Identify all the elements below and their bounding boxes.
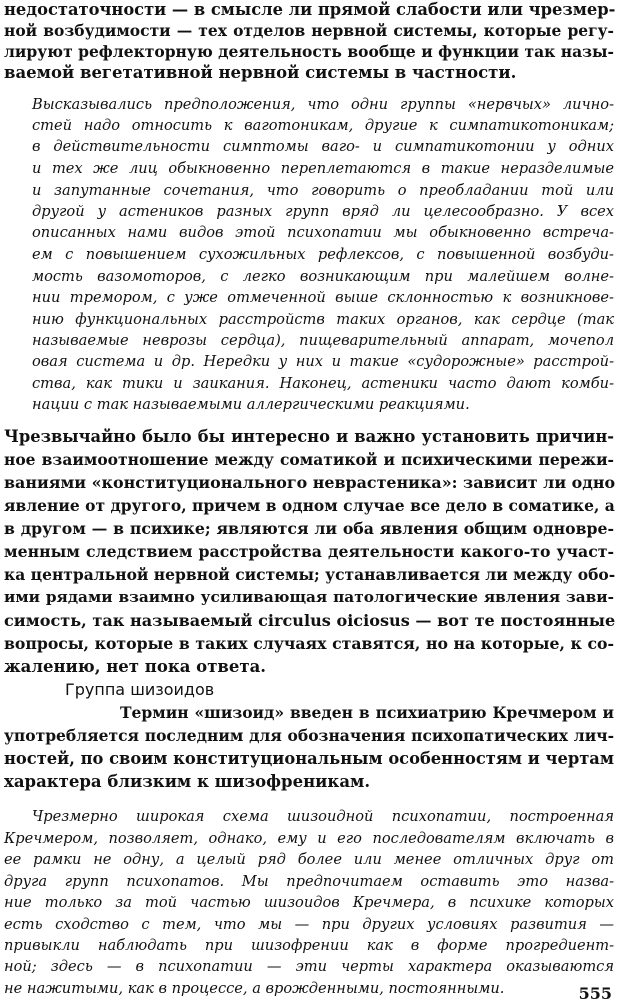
note-line: ние только за той частью шизоидов Кречмера, в психике которых xyxy=(4,894,614,911)
text-line: ваниями «конституционального неврастеника»: зависит ли одно xyxy=(4,473,616,492)
note-line: есть сходство с тем, что мы — при других условиях развития — xyxy=(4,916,614,933)
text-line: ностей, по своим конституциональным особенностям и чертам xyxy=(4,749,614,768)
text-line: ими рядами взаимно усиливающая патологические явления зави- xyxy=(4,588,614,606)
note-line: привыкли наблюдать при шизофрении как в форме прогредиент- xyxy=(4,937,614,954)
note-line: мость вазомоторов, с легко возникающим при малейшем волне- xyxy=(32,268,614,285)
text-line: ное взаимоотношение между соматикой и психическими пережи- xyxy=(4,450,614,469)
text-line: жалению, нет пока ответа. xyxy=(4,657,267,676)
note-line: Кречмером, позволяет, однако, ему и его последователям включать в xyxy=(4,830,614,847)
note-line: нации с так называемыми аллергическими реакциями. xyxy=(32,396,470,413)
note-line: и запутанные сочетания, что говорить о преобладании той или xyxy=(32,182,614,199)
note-line: другой у астеников разных групп вряд ли целесообразно. У всех xyxy=(32,203,614,220)
note-line: стей надо относить к ваготоникам, другие к симпатикотоникам; xyxy=(32,117,614,134)
text-line: менным следствием расстройства деятельности какого-то участ- xyxy=(4,542,614,561)
text-line: явление от другого, причем в одном случае все дело в соматике, а xyxy=(4,496,615,515)
note-line: описанных нами видов этой психопатии мы обыкновенно встреча- xyxy=(32,224,614,241)
note-line: Чрезмерно широкая схема шизоидной психопатии, построенная xyxy=(32,808,614,825)
text-line: в другом — в психике; являются ли оба явления общим одновре- xyxy=(4,519,614,538)
note-line: овая система и др. Нередки у них и такие «судорожные» расстрой- xyxy=(32,353,614,370)
note-line: ее рамки не одну, а целый ряд более или менее отличных друг от xyxy=(4,851,614,868)
note-line: ства, как тики и заикания. Наконец, астеники часто дают комби- xyxy=(32,375,614,392)
note-line: не нажитыми, как в процессе, а врожденными, постоянными. xyxy=(4,980,505,997)
note-line: ем с повышением сухожильных рефлексов, с повышенной возбуди- xyxy=(32,246,614,263)
text-line: Термин «шизоид» введен в психиатрию Кречмером и xyxy=(120,703,614,722)
note-line: называемые неврозы сердца), пищеварительный аппарат, мочепол xyxy=(32,332,614,349)
note-line: нию функциональных расстройств таких органов, как сердце (так xyxy=(32,311,614,328)
text-line: ной возбудимости — тех отделов нервной системы, которые регу- xyxy=(4,21,614,40)
page-number: 555 xyxy=(578,984,612,1003)
note-line: в действительности симптомы ваго- и симпатикотонии у одних xyxy=(32,138,614,155)
section-heading: Группа шизоидов xyxy=(65,680,215,699)
text-line: недостаточности — в смысле ли прямой слабости или чрезмер- xyxy=(4,0,616,19)
text-line: вопросы, которые в таких случаях ставятся, но на которые, к со- xyxy=(4,634,614,653)
text-line: употребляется последним для обозначения психопатических лич- xyxy=(4,726,614,745)
note-line: ной; здесь — в психопатии — эти черты характера оказываются xyxy=(4,958,614,975)
text-line: характера близким к шизофреникам. xyxy=(4,772,371,791)
text-line: лируют рефлекторную деятельность вообще и функции так назы- xyxy=(4,42,614,61)
text-line: Чрезвычайно было бы интересно и важно установить причин- xyxy=(4,427,614,446)
text-line: симость, так называемый circulus oiciosus — вот те постоянные xyxy=(4,611,616,630)
text-line: ваемой вегетативной нервной системы в частности. xyxy=(4,63,517,82)
note-line: и тех же лиц обыкновенно переплетаются в такие неразделимые xyxy=(32,160,614,177)
note-line: нии тремором, с уже отмеченной выше склонностью к возникнове- xyxy=(32,289,614,306)
note-line: друга групп психопатов. Мы предпочитаем оставить это назва- xyxy=(4,873,614,890)
text-line: ка центральной нервной системы; устанавливается ли между обо- xyxy=(4,565,616,584)
note-line: Высказывались предположения, что одни группы «нервчых» лично- xyxy=(32,96,614,113)
